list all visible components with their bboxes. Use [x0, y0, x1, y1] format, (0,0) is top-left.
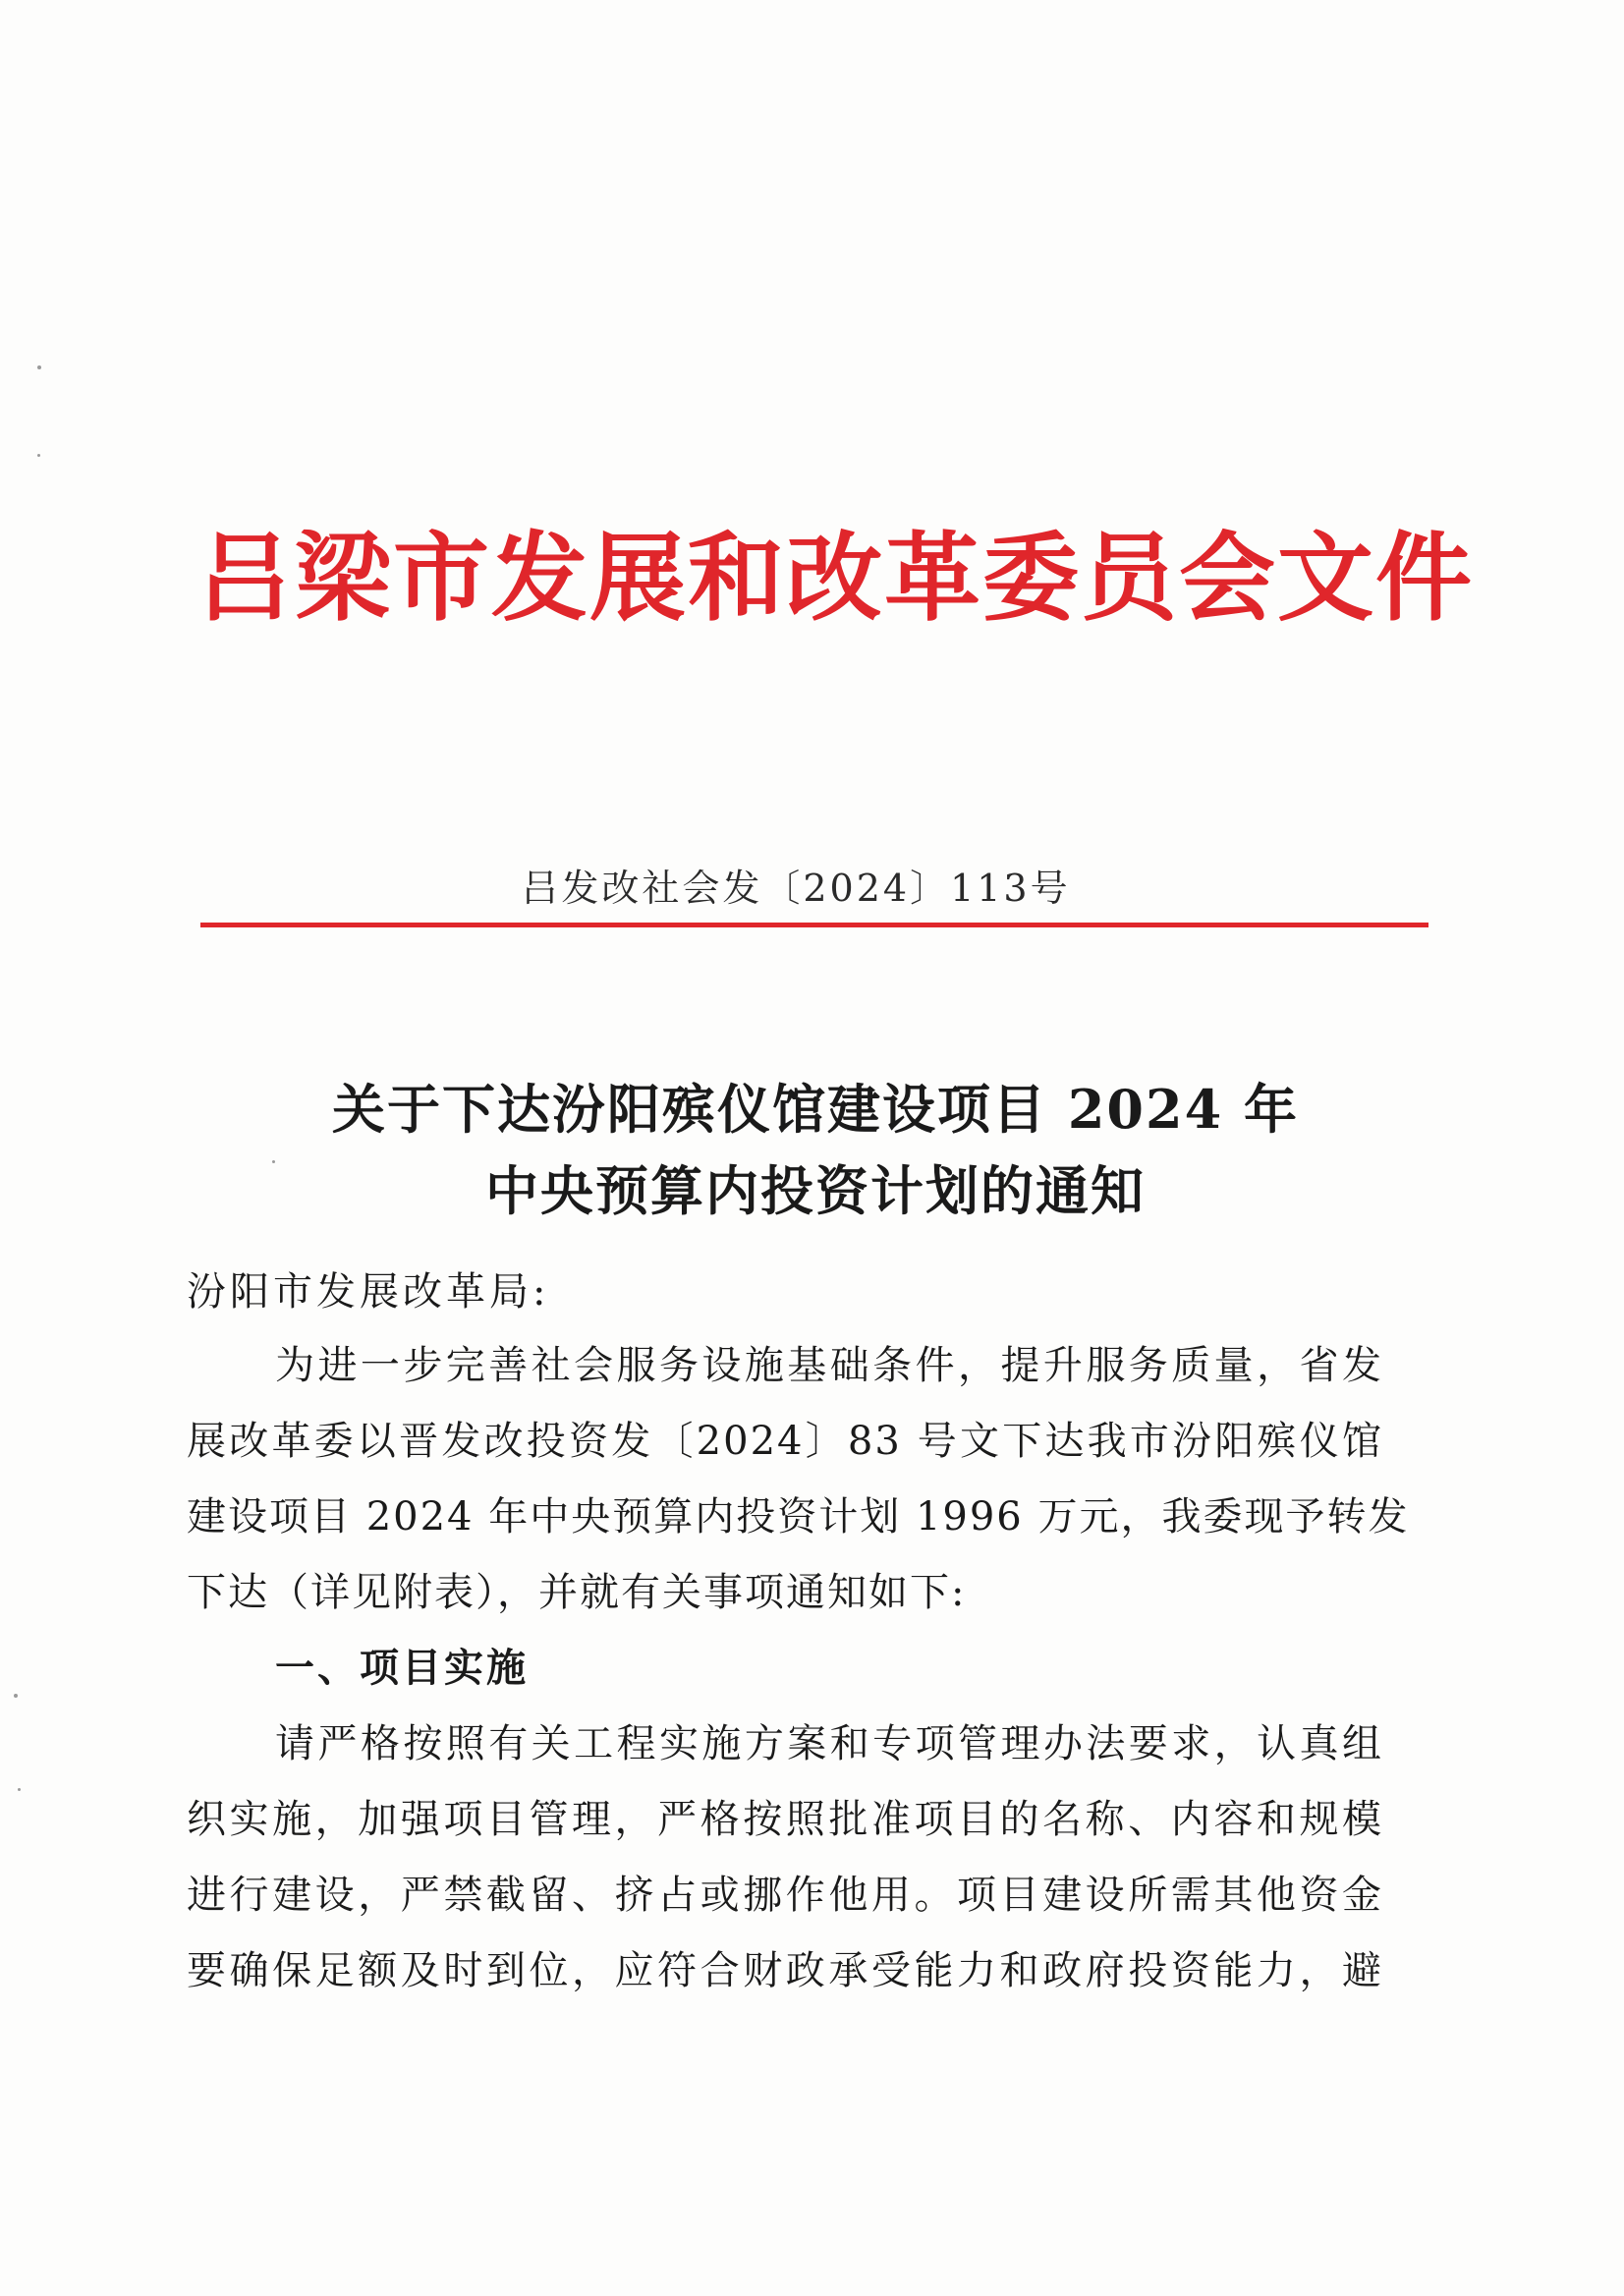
salutation: 汾阳市发展改革局:	[187, 1269, 550, 1315]
scan-speck	[37, 454, 40, 457]
section-paragraph-line: 进行建设，严禁截留、挤占或挪作他用。项目建设所需其他资金	[187, 1873, 1383, 1918]
document-title-line-2: 中央预算内投资计划的通知	[485, 1159, 1146, 1222]
intro-paragraph-line: 展改革委以晋发改投资发〔2024〕83 号文下达我市汾阳殡仪馆	[187, 1419, 1383, 1464]
section-heading-project-implementation: 一、项目实施	[275, 1646, 529, 1691]
document-title-line-1: 关于下达汾阳殡仪馆建设项目 2024 年	[332, 1078, 1299, 1141]
red-divider-line	[200, 923, 1428, 927]
issuer-header: 吕梁市发展和改革委员会文件	[196, 522, 1475, 635]
document-number: 吕发改社会发〔2024〕113号	[521, 867, 1071, 910]
section-paragraph-line: 请严格按照有关工程实施方案和专项管理办法要求，认真组	[275, 1721, 1383, 1766]
scan-speck	[37, 365, 41, 369]
intro-paragraph-line: 建设项目 2024 年中央预算内投资计划 1996 万元，我委现予转发	[187, 1494, 1410, 1540]
section-paragraph-line: 要确保足额及时到位，应符合财政承受能力和政府投资能力，避	[187, 1948, 1383, 1993]
intro-paragraph-line: 为进一步完善社会服务设施基础条件，提升服务质量，省发	[275, 1343, 1383, 1388]
scan-speck	[14, 1694, 18, 1698]
section-paragraph-line: 织实施，加强项目管理，严格按照批准项目的名称、内容和规模	[187, 1797, 1383, 1842]
intro-paragraph-line: 下达（详见附表），并就有关事项通知如下:	[187, 1570, 967, 1615]
scan-speck	[18, 1788, 21, 1791]
